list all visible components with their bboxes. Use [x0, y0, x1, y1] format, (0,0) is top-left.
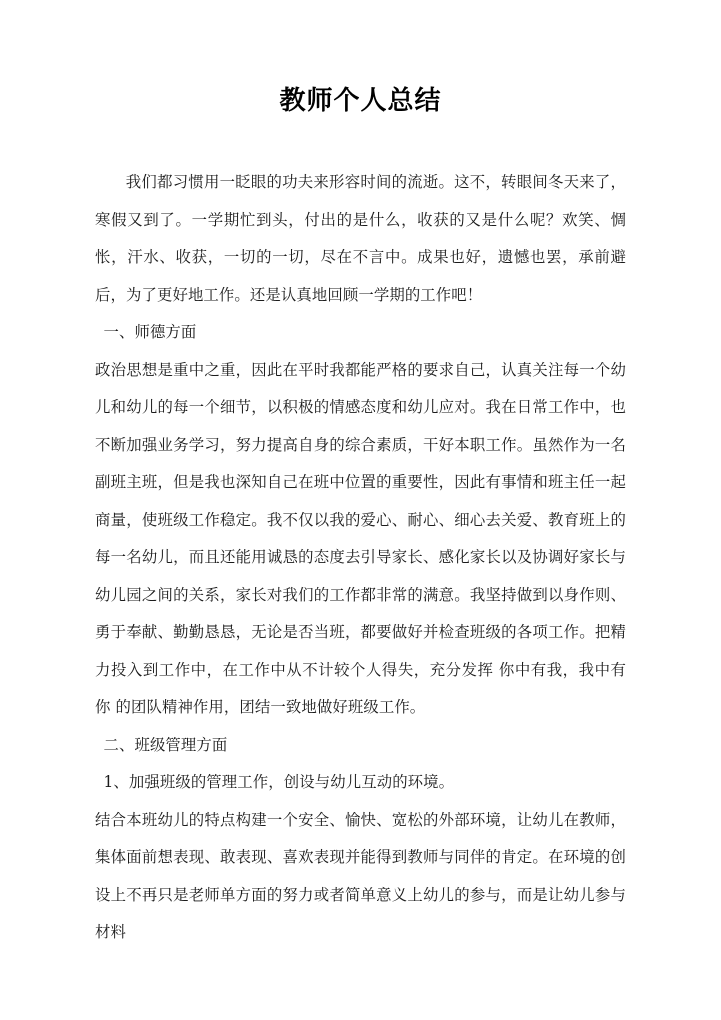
section-heading-1: 一、师德方面	[103, 323, 197, 341]
paragraph-section-2: 结合本班幼儿的特点构建一个安全、愉快、宽松的外部环境，让幼儿在教师，集体面前想表现、敢表现、喜欢表现并能得到教师与同伴的肯定。在环境的创设上不再只是老师单方面的努力或者简单意义上幼儿的参与，而是让幼儿参与材料	[95, 810, 626, 941]
document-body	[95, 164, 626, 952]
page-title: 教师个人总结	[279, 86, 442, 116]
paragraph-section-1: 政治思想是重中之重，因此在平时我都能严格的要求自己，认真关注每一个幼儿和幼儿的每一个细节，以积极的情感态度和幼儿应对。我在日常工作中，也不断加强业务学习，努力提高自身的综合素质，干好本职工作。虽然作为一名副班主班，但是我也深知自己在班中位置的重要性，因此有事情和班主任一起商量，使班级工作稳定。我不仅以我的爱心、耐心、细心去关爱、教育班上的每一名幼儿，而且还能用诚恳的态度去引导家长、感化家长以及协调好家长与幼儿园之间的关系，家长对我们的工作都非常的满意。我坚持做到以身作则、勇于奉献、勤勤恳恳，无论是否当班，都要做好并检查班级的各项工作。把精力投入到工作中，在工作中从不计较个人得失，充分发挥 你中有我，我中有你 的团队精神作用，团结一致地做好班级工作。	[95, 360, 626, 716]
section-heading-2: 二、班级管理方面	[103, 735, 228, 754]
list-item-1: 1、加强班级的管理工作，创设与幼儿互动的环境。	[103, 773, 455, 791]
paragraph-intro: 我们都习惯用一眨眼的功夫来形容时间的流逝。这不，转眼间冬天来了，寒假又到了。一学期忙到头，付出的是什么，收获的又是什么呢？欢笑、惆怅，汗水、收获，一切的一切，尽在不言中。成果也好，遗憾也罢，承前避后，为了更好地工作。还是认真地回顾一学期的工作吧！	[95, 173, 626, 304]
